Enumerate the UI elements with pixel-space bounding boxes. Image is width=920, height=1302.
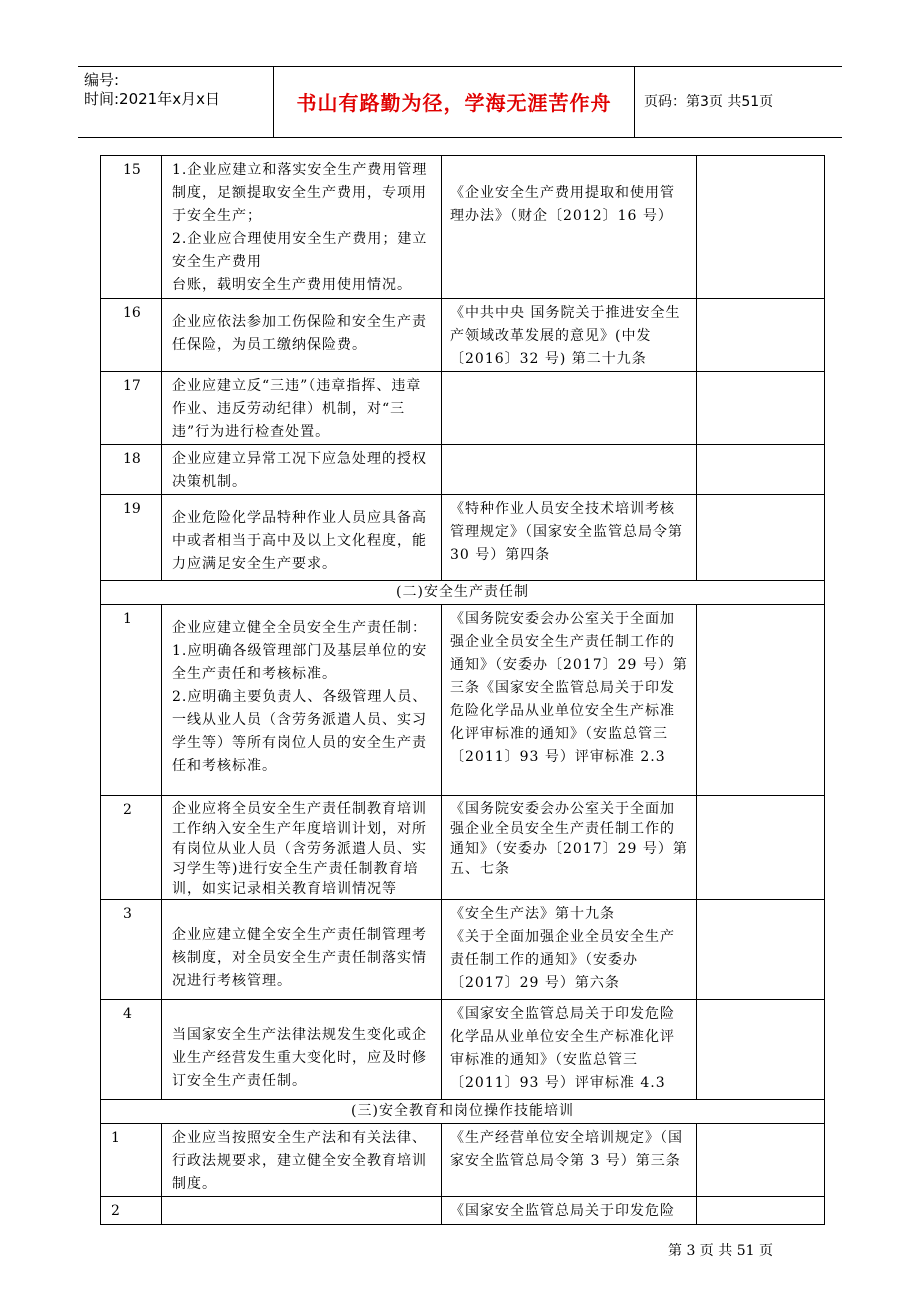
notes-cell xyxy=(697,495,825,581)
requirement-cell xyxy=(162,796,442,900)
row-number: 4 xyxy=(101,1000,162,1100)
reference-cell xyxy=(442,605,697,796)
requirement-item: 1.应明确各级管理部门及基层单位的安全生产责任和考核标准。 xyxy=(172,643,428,682)
requirement-item: 当国家安全生产法律法规发生变化或企业生产经营发生重大变化时，应及时修订安全生产责任制。 xyxy=(172,1027,427,1089)
reference-cell xyxy=(442,156,697,299)
reference-text: 《关于全面加强企业全员安全生产责任制工作的通知》（安委办〔2017〕29 号）第六条 xyxy=(450,929,675,991)
requirement-item: 2.应明确主要负责人、各级管理人员、一线从业人员（含劳务派遣人员、实习学生等）等所有岗位人员的安全生产责任和考核标准。 xyxy=(172,689,428,774)
notes-cell xyxy=(697,372,825,445)
reference-cell xyxy=(442,372,697,445)
table-row xyxy=(101,156,825,299)
row-number: 16 xyxy=(101,299,162,372)
table-row xyxy=(101,445,825,495)
section-title: (三)安全教育和岗位操作技能培训 xyxy=(101,1100,825,1124)
reference-text: 《特种作业人员安全技术培训考核管理规定》（国家安全监管总局令第 30 号）第四条 xyxy=(450,501,683,563)
time-label: 时间:2021年x月x日 xyxy=(84,90,220,108)
requirement-item: 企业应将全员安全生产责任制教育培训工作纳入安全生产年度培训计划，对所有岗位从业人员（含劳务派遣人员、实习学生等)进行安全生产责任制教育培训，如实记录相关教育培训情况等 xyxy=(172,801,427,897)
reference-text: 《中共中央 国务院关于推进安全生产领域改革发展的意见》(中发〔2016〕32 号) 第二十九条 xyxy=(450,305,681,367)
requirement-item: 台账，载明安全生产费用使用情况。 xyxy=(172,277,412,293)
requirement-item: 企业应建立异常工况下应急处理的授权决策机制。 xyxy=(172,451,427,490)
reference-text: 《安全生产法》第十九条 xyxy=(450,906,615,922)
table-row xyxy=(101,796,825,900)
requirement-cell xyxy=(162,156,442,299)
table-row xyxy=(101,372,825,445)
requirement-item: 企业危险化学品特种作业人员应具备高中或者相当于高中及以上文化程度，能力应满足安全生产要求。 xyxy=(172,510,427,572)
row-number: 3 xyxy=(101,900,162,1000)
table-row xyxy=(101,299,825,372)
table-row xyxy=(101,1000,825,1100)
requirement-cell xyxy=(162,299,442,372)
notes-cell xyxy=(697,1124,825,1197)
requirement-item: 企业应依法参加工伤保险和安全生产责任保险，为员工缴纳保险费。 xyxy=(172,314,427,353)
reference-text: 《国家安全监管总局关于印发危险 xyxy=(450,1203,675,1219)
reference-text: 《生产经营单位安全培训规定》（国家安全监管总局令第 3 号）第三条 xyxy=(450,1130,683,1169)
requirements-table xyxy=(100,155,825,1225)
notes-cell xyxy=(697,900,825,1000)
table-row xyxy=(101,1124,825,1197)
page-header xyxy=(78,66,842,138)
reference-cell xyxy=(442,796,697,900)
reference-text: 《国务院安委会办公室关于全面加强企业全员安全生产责任制工作的通知》（安委办〔2017〕29 号）第五、七条 xyxy=(450,801,688,877)
table-row xyxy=(101,605,825,796)
table-row xyxy=(101,495,825,581)
requirement-item: 企业应建立反“三违”（违章指挥、违章作业、违反劳动纪律）机制，对“三违”行为进行检查处置。 xyxy=(172,378,422,440)
row-number: 1 xyxy=(101,605,162,796)
reference-cell xyxy=(442,1197,697,1225)
requirement-cell xyxy=(162,605,442,796)
row-number: 1 xyxy=(101,1124,162,1197)
requirement-cell xyxy=(162,1197,442,1225)
section-header-row xyxy=(101,581,825,605)
requirement-item: 企业应建立健全安全生产责任制管理考核制度，对全员安全生产责任制落实情况进行考核管理。 xyxy=(172,927,427,989)
reference-cell xyxy=(442,495,697,581)
header-meta xyxy=(84,71,220,109)
notes-cell xyxy=(697,445,825,495)
reference-cell xyxy=(442,445,697,495)
row-number: 2 xyxy=(101,1197,162,1225)
requirement-item: 企业应建立健全全员安全生产责任制： xyxy=(172,620,427,636)
requirement-cell xyxy=(162,372,442,445)
requirement-item: 2.企业应合理使用安全生产费用；建立安全生产费用 xyxy=(172,231,428,270)
requirement-cell xyxy=(162,445,442,495)
notes-cell xyxy=(697,1000,825,1100)
header-divider xyxy=(634,67,635,137)
section-title: (二)安全生产责任制 xyxy=(101,581,825,605)
reference-text: 《企业安全生产费用提取和使用管理办法》（财企〔2012〕16 号） xyxy=(450,185,675,224)
notes-cell xyxy=(697,1197,825,1225)
requirement-item: 1.企业应建立和落实安全生产费用管理制度，足额提取安全生产费用，专项用于安全生产； xyxy=(172,162,428,224)
row-number: 18 xyxy=(101,445,162,495)
header-page-info: 页码：第3页 共51页 xyxy=(644,94,774,110)
notes-cell xyxy=(697,605,825,796)
reference-cell xyxy=(442,299,697,372)
code-label: 编号: xyxy=(84,71,120,89)
notes-cell xyxy=(697,796,825,900)
requirement-cell xyxy=(162,495,442,581)
reference-text: 《国务院安委会办公室关于全面加强企业全员安全生产责任制工作的通知》（安委办〔2017〕29 号）第三条《国家安全监管总局关于印发危险化学品从业单位安全生产标准化评审标准的通知》（安监总管三〔2011〕93 号）评审标准 2.3 xyxy=(450,611,688,765)
notes-cell xyxy=(697,299,825,372)
section-header-row xyxy=(101,1100,825,1124)
reference-cell xyxy=(442,900,697,1000)
requirement-cell xyxy=(162,1000,442,1100)
table-row xyxy=(101,900,825,1000)
row-number: 17 xyxy=(101,372,162,445)
requirement-cell xyxy=(162,900,442,1000)
row-number: 2 xyxy=(101,796,162,900)
requirement-cell xyxy=(162,1124,442,1197)
reference-text: 《国家安全监管总局关于印发危险化学品从业单位安全生产标准化评审标准的通知》（安监总管三〔2011〕93 号）评审标准 4.3 xyxy=(450,1006,675,1091)
row-number: 19 xyxy=(101,495,162,581)
table-row xyxy=(101,1197,825,1225)
reference-cell xyxy=(442,1000,697,1100)
requirement-item: 企业应当按照安全生产法和有关法律、行政法规要求，建立健全安全教育培训制度。 xyxy=(172,1130,427,1192)
header-motto: 书山有路勤为径，学海无涯苦作舟 xyxy=(296,91,612,115)
page-footer: 第 3 页 共 51 页 xyxy=(668,1243,773,1259)
row-number: 15 xyxy=(101,156,162,299)
notes-cell xyxy=(697,156,825,299)
reference-cell xyxy=(442,1124,697,1197)
